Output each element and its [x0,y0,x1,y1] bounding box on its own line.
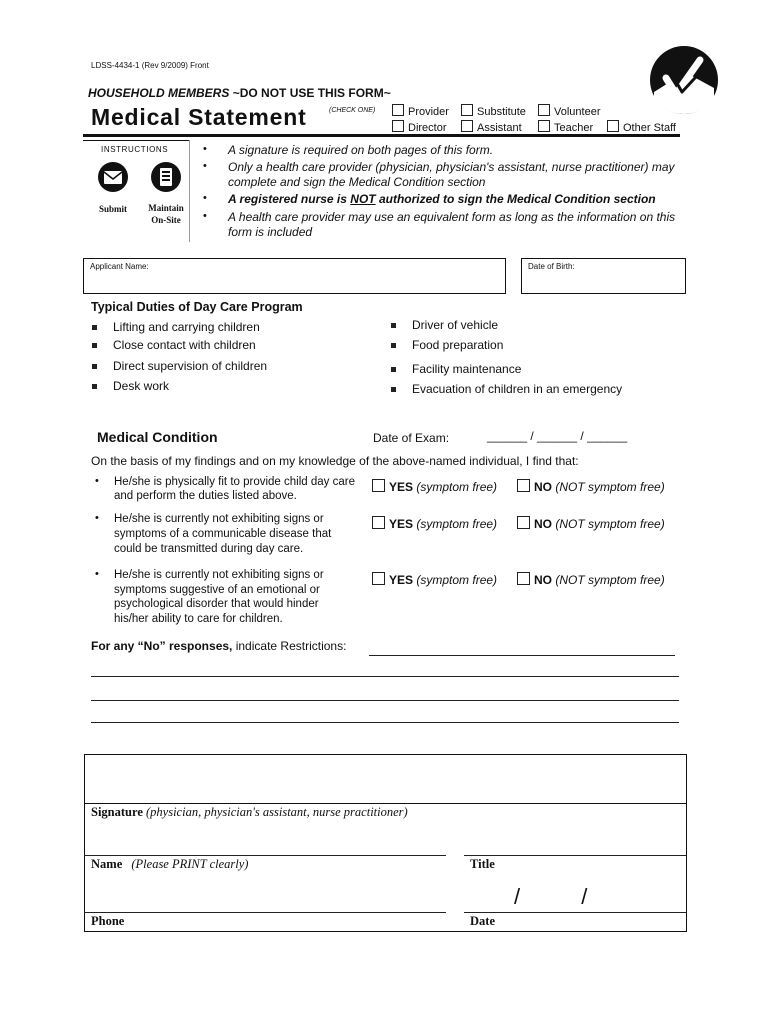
date-of-exam-field[interactable]: ______ / ______ / ______ [487,429,628,443]
household-members-text: HOUSEHOLD MEMBERS [88,86,230,100]
date-of-birth-field[interactable] [521,258,686,294]
instruction-3: A health care provider may use an equivalent form as long as the information on this form is included [228,210,676,239]
duty-item: Facility maintenance [412,362,522,376]
duty-item: Evacuation of children in an emergency [412,382,623,396]
name-label: Name (Please PRINT clearly) [91,857,249,871]
assistant-checkbox[interactable] [461,120,473,132]
instructions-rule [83,140,189,141]
restrictions-line-4[interactable] [91,722,679,723]
yes-checkbox[interactable] [372,572,385,585]
provider-checkbox[interactable] [392,104,404,116]
statement-3-no[interactable]: NO (NOT symptom free) [517,572,665,587]
date-rule [464,912,686,913]
role-volunteer[interactable]: Volunteer [538,104,600,118]
role-assistant[interactable]: Assistant [461,120,522,134]
duty-item: Driver of vehicle [412,318,499,332]
role-teacher[interactable]: Teacher [538,120,593,134]
volunteer-checkbox[interactable] [538,104,550,116]
restrictions-label: For any “No” responses, indicate Restrictions: [91,639,347,653]
title-label: Title [470,857,495,871]
form-subtitle [88,86,391,100]
statement-2-yes[interactable]: YES (symptom free) [372,516,497,531]
restrictions-line-3[interactable] [91,700,679,701]
form-code: LDSS-4434-1 (Rev 9/2009) Front [91,61,209,70]
page-title: Medical Statement [91,104,307,130]
statement-1-no[interactable]: NO (NOT symptom free) [517,479,665,494]
signature-rule [84,803,686,804]
medical-condition-heading: Medical Condition [97,429,218,445]
restrictions-line-1[interactable] [369,655,675,656]
duty-item: Lifting and carrying children [113,320,260,334]
role-substitute[interactable]: Substitute [461,104,526,118]
signature-field[interactable] [85,755,685,803]
phone-field[interactable] [85,875,445,913]
checkmark-logo-icon [648,44,720,116]
no-checkbox[interactable] [517,479,530,492]
duty-item: Desk work [113,379,170,393]
dob-label: Date of Birth: [528,262,575,271]
applicant-name-field[interactable] [83,258,506,294]
name-field[interactable] [85,820,445,856]
statement-1-yes[interactable]: YES (symptom free) [372,479,497,494]
statement-2-no[interactable]: NO (NOT symptom free) [517,516,665,531]
name-rule [84,855,446,856]
instructions-heading: INSTRUCTIONS [101,145,169,154]
submit-label: Submit [98,204,127,214]
no-checkbox[interactable] [517,516,530,529]
phone-rule [84,912,446,913]
restrictions-line-2[interactable] [91,676,679,677]
role-provider[interactable]: Provider [392,104,449,118]
substitute-checkbox[interactable] [461,104,473,116]
role-director[interactable]: Director [392,120,447,134]
duty-item: Close contact with children [113,338,256,352]
duty-item: Food preparation [412,338,504,352]
header-rule [83,134,680,137]
medical-intro: On the basis of my findings and on my knowledge of the above-named individual, I find that: [91,454,579,468]
statement-2: He/she is currently not exhibiting signs or symptoms of a communicable disease that could be transmitted during day care. [114,513,332,555]
statement-1: He/she is physically fit to provide child day care and perform the duties listed above. [114,476,355,502]
date-of-exam-label: Date of Exam: [373,431,450,445]
role-other-staff[interactable]: Other Staff [607,120,676,134]
instruction-nurse: A registered nurse is NOT authorized to sign the Medical Condition section [228,192,656,206]
teacher-checkbox[interactable] [538,120,550,132]
date-field[interactable]: / / [514,884,588,909]
instructions-divider [189,140,190,242]
date-label: Date [470,914,495,928]
maintain-onsite-icon [150,161,182,193]
yes-checkbox[interactable] [372,516,385,529]
check-one-label: (CHECK ONE) [329,107,376,114]
instruction-2: Only a health care provider (physician, physician's assistant, nurse practitioner) may complete and sign the Medical Condition section [228,160,675,189]
submit-mailbox-icon [97,161,129,193]
other-staff-checkbox[interactable] [607,120,619,132]
duty-item: Direct supervision of children [113,359,268,373]
phone-label: Phone [91,914,125,928]
maintain-onsite-label: Maintain On-Site [148,203,184,225]
title-rule [464,855,686,856]
statement-3: He/she is currently not exhibiting signs or symptoms suggestive of an emotional or psychological disorder that would hinder his/her ability to care for children. [114,569,324,625]
applicant-name-label: Applicant Name: [90,262,149,271]
statement-3-yes[interactable]: YES (symptom free) [372,572,497,587]
instruction-1: A signature is required on both pages of this form. [228,143,494,157]
no-checkbox[interactable] [517,572,530,585]
duties-heading: Typical Duties of Day Care Program [91,300,303,314]
director-checkbox[interactable] [392,120,404,132]
signature-label: Signature (physician, physician's assistant, nurse practitioner) [91,805,408,819]
yes-checkbox[interactable] [372,479,385,492]
do-not-use-text: ~DO NOT USE THIS FORM~ [232,86,391,100]
